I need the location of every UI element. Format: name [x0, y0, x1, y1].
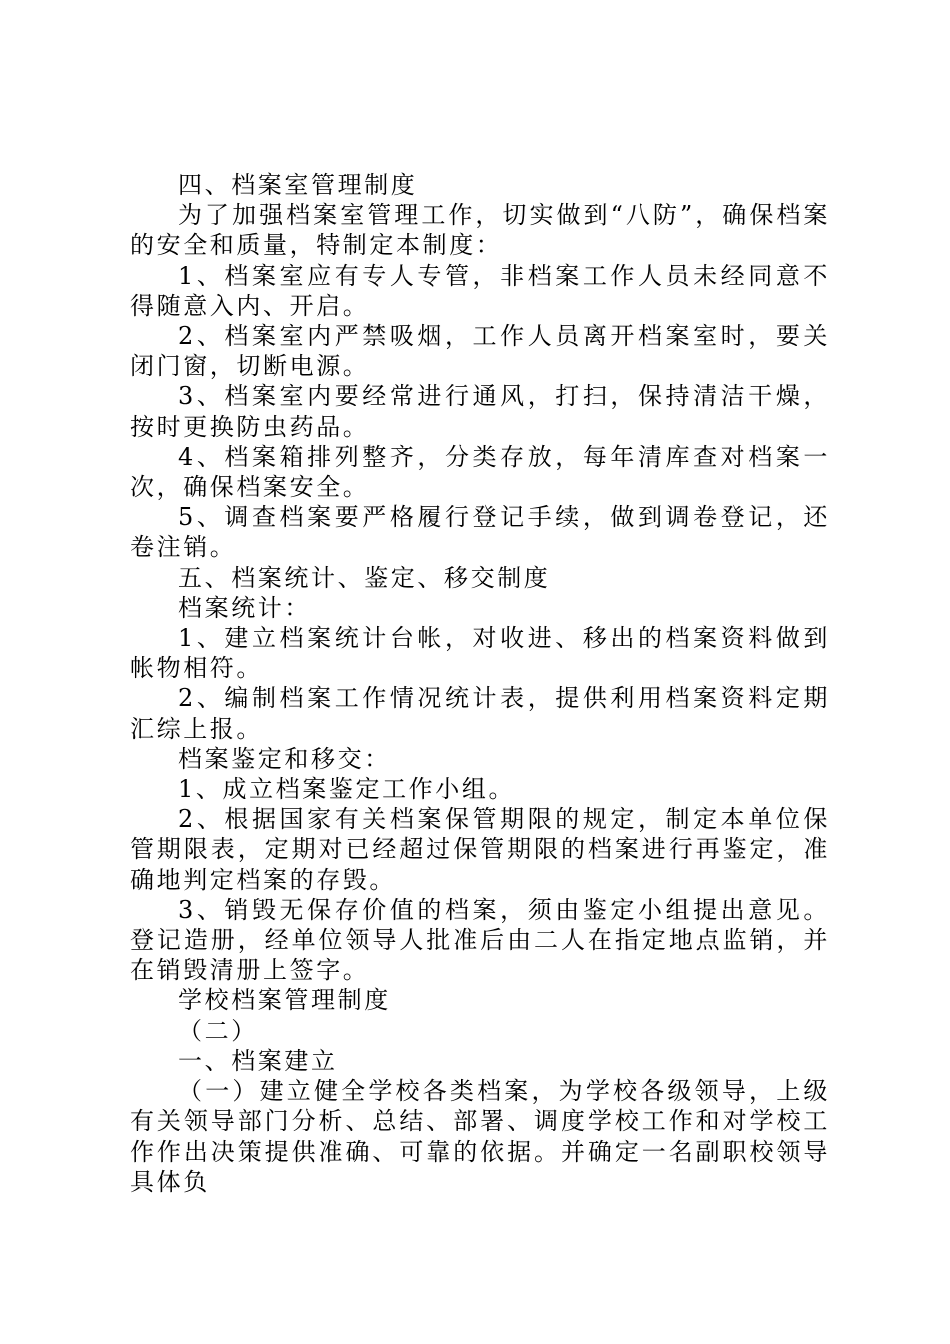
document-title-school: 学校档案管理制度: [178, 986, 391, 1015]
paragraph-rule-4: 4、档案箱排列整齐，分类存放，每年清库查对档案一次，确保档案安全。: [130, 442, 830, 502]
paragraph-rule-3: 3、档案室内要经常进行通风，打扫，保持清洁干燥，按时更换防虫药品。: [130, 382, 830, 441]
paragraph-establishment-1: （一）建立健全学校各类档案，为学校各级领导，上级有关领导部门分析、总结、部署、调度学校工作和对学校工作作出决策提供准确、可靠的依据。并确定一名副职校领导具体负: [130, 1077, 830, 1196]
subheading-statistics: 档案统计：: [178, 593, 311, 622]
paragraph-appraisal-3: 3、销毁无保存价值的档案，须由鉴定小组提出意见。登记造册，经单位领导人批准后由二人在指定地点监销，并在销毁清册上签字。: [130, 895, 830, 985]
paragraph-statistics-1: 1、建立档案统计台帐，对收进、移出的档案资料做到帐物相符。: [130, 624, 830, 683]
paragraph-appraisal-1: 1、成立档案鉴定工作小组。: [178, 775, 516, 804]
paragraph-statistics-2: 2、编制档案工作情况统计表，提供利用档案资料定期汇综上报。: [130, 684, 830, 743]
paragraph-rule-2: 2、档案室内严禁吸烟，工作人员离开档案室时，要关闭门窗，切断电源。: [130, 322, 830, 381]
paragraph-intro: 为了加强档案室管理工作，切实做到“八防”，确保档案的安全和质量，特制定本制度：: [130, 201, 830, 260]
subheading-appraisal: 档案鉴定和移交：: [178, 744, 391, 773]
section-heading-establishment: 一、档案建立: [178, 1046, 338, 1075]
document-body: [130, 170, 830, 1197]
document-part-number: （二）: [178, 1016, 258, 1045]
paragraph-rule-1: 1、档案室应有专人专管，非档案工作人员未经同意不得随意入内、开启。: [130, 261, 830, 320]
section-heading-archive-room: 四、档案室管理制度: [178, 171, 418, 199]
paragraph-rule-5: 5、调查档案要严格履行登记手续，做到调卷登记，还卷注销。: [130, 503, 830, 562]
section-heading-statistics: 五、档案统计、鉴定、移交制度: [178, 563, 551, 592]
paragraph-appraisal-2: 2、根据国家有关档案保管期限的规定，制定本单位保管期限表，定期对已经超过保管期限的档案进行再鉴定，准确地判定档案的存毁。: [130, 805, 830, 894]
